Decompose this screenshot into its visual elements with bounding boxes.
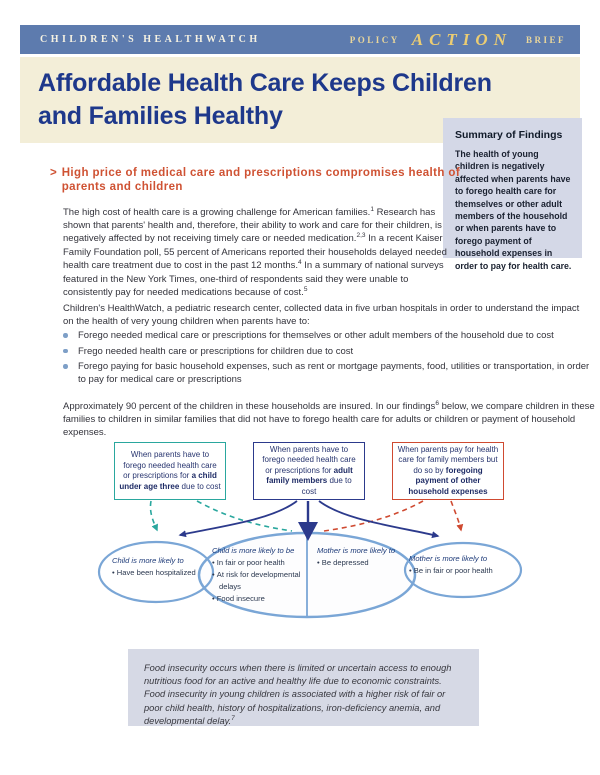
list-item [63,345,590,358]
footnote-ref-4: 4 [298,258,302,266]
paragraph-text: The high cost of health care is a growing challenge for American families. [63,206,371,218]
section-arrow-marker: > [50,167,57,179]
banner-right-group [350,30,566,50]
title-line-2: and Families Healthy [38,102,283,130]
paragraph-text: In a summary of national surveys featured in the New York Times, one-third of respondents said they were unable to consistently pay for needed medications because of cost. [63,260,444,298]
paragraph-2: Children's HealthWatch, a pediatric research center, collected data in five urban hospitals in order to understand the impact on the health of very young children when parents have to: [63,302,580,327]
oval-item: • Have been hospitalized [112,567,212,579]
bullet-text: Frego needed health care or prescriptions for children due to cost [78,345,354,357]
cause-box-text: due to cost [301,476,352,496]
cause-box-text: When parents pay for health care for family members but do so by [397,444,499,475]
section-heading-text: High price of medical care and prescriptions compromises health of parents and children [61,167,461,193]
banner [20,25,580,54]
oval-header: Mother is more likely to [317,546,396,555]
paragraph-text: below, we compare children in these families to children in similar families that did not have to forego health care for adults or children or payment of household expenses. [63,400,595,439]
list-item [63,360,590,386]
title-line-1: Affordable Health Care Keeps Children [38,69,492,97]
section-heading [50,166,462,194]
cause-box-adult [253,442,365,500]
paragraph-3 [63,400,596,440]
paragraph-text: Approximately 90 percent of the children in these households are insured. In our findings [63,400,436,412]
summary-body: The health of young children is negatively affected when parents have to forego health care for themselves or other adult members of the household or when parents have to forego payment of household expenses in order to pay for health care. [455,149,572,271]
findings-diagram [0,438,600,650]
oval-header: Mother is more likely to [409,554,488,563]
cause-box-bold: adult family members [266,465,353,486]
oval-header: Child is more likely to be [212,546,295,555]
footnote-box [128,649,479,726]
oval-item: • Be in fair or poor health [409,565,521,577]
oval-item: • Food insecure [212,593,307,605]
banner-brand: CHILDREN'S HEALTHWATCH [40,34,261,45]
cause-box-text: due to cost [179,481,221,491]
arrow-red-to-center-oval [324,501,423,531]
oval-item: • In fair or poor health [212,557,307,569]
arrow-navy-to-right-oval [319,501,438,536]
list-item [63,329,590,342]
footnote-ref-5: 5 [303,285,308,293]
footnote-ref-1: 1 [370,205,374,213]
paragraph-text: Research has shown that parents' health and, therefore, their ability to work and care for their children, is negatively affected by not receiving timely care or needed medication. [63,206,442,245]
cause-box-child [114,442,226,500]
cause-box-text: When parents have to forego needed health care or prescriptions for [123,450,217,480]
page-title [38,67,492,133]
oval-label-left [112,554,212,579]
footnote-ref-7: 7 [231,714,235,722]
arrow-teal-to-left-oval [150,501,157,530]
bullet-dot-icon [63,349,68,354]
bullet-text: Forego paying for basic household expenses, such as rent or mortgage payments, food, utilities or transportation, in order to pay for medical care or prescriptions [78,361,590,385]
oval-item: • Be depressed [317,557,419,569]
footnote-text: Food insecurity occurs when there is limited or uncertain access to enough nutritious food for an active and healthy life due to economic constraints. Food insecurity in young children is associated with a higher risk of fair or poor child health, history of hospitalizations, iron-deficiency anemia, and developmental delay. [144,663,452,726]
paragraph-1 [63,206,455,300]
summary-heading: Summary of Findings [455,129,563,141]
banner-brief-label: BRIEF [525,34,566,45]
oval-label-center-left [212,544,307,605]
oval-label-center-right [317,544,419,569]
bullet-text: Forego needed medical care or prescriptions for themselves or other adult members of the household due to cost [78,330,554,341]
bullet-dot-icon [63,364,68,369]
cause-box-bold: a child under age three [119,471,217,491]
paragraph-text: In a recent Kaiser Family Foundation poll, 55 percent of Americans reported their households delayed needed health care treatment due to cost in the past 12 months. [63,233,447,272]
bullet-dot-icon [63,333,68,338]
arrow-red-to-right-oval [451,501,461,530]
oval-header: Child is more likely to [112,556,184,565]
cause-box-expenses [392,442,504,500]
footnote-ref-6: 6 [435,399,439,407]
footnote-ref-2-3: 2,3 [356,232,366,240]
banner-policy-label: POLICY [349,34,400,45]
summary-panel [443,118,582,271]
arrow-teal-to-center-oval [197,501,292,531]
cause-box-bold: foregoing payment of other household expenses [408,465,488,496]
bullet-list [63,329,590,389]
banner-action-label: ACTION [411,29,512,49]
arrow-navy-to-left-oval [180,501,297,535]
oval-label-right [409,552,521,577]
cause-box-text: When parents have to forego needed health care or prescriptions for [262,444,356,475]
oval-item: • At risk for developmental delays [212,569,307,593]
